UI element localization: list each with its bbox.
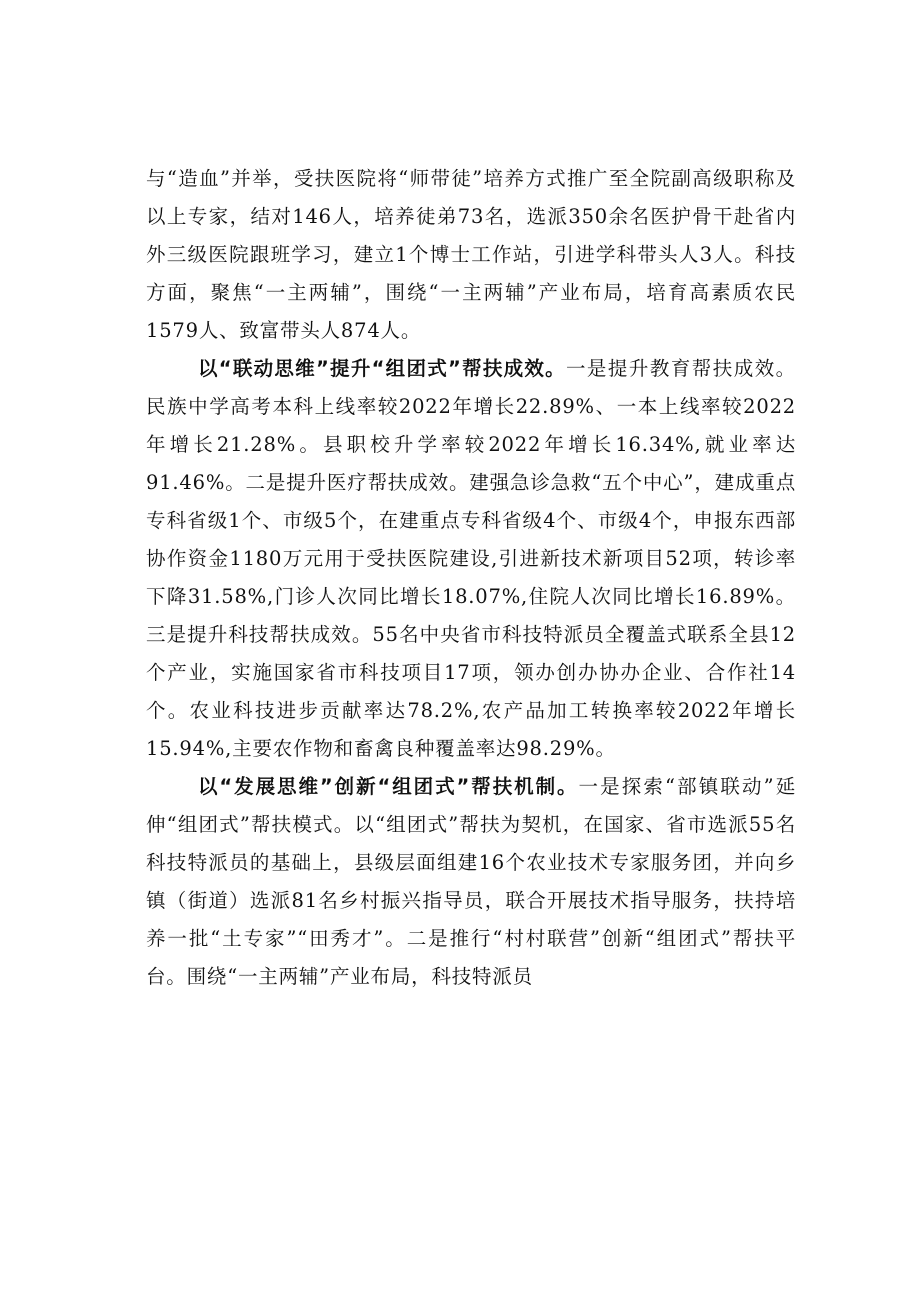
paragraph-3-body: 一是探索“部镇联动”延伸“组团式”帮扶模式。以“组团式”帮扶为契机，在国家、省市选派55名科技特派员的基础上，县级层面组建16个农业技术专家服务团，并向乡镇（街道）选派81名乡村振兴指导员，联合开展技术指导服务，扶持培养一批“土专家”“田秀才”。二是推行“村村联营”创新“组团式”帮扶平台。围绕“一主两辅”产业布局，科技特派员 [146,775,796,988]
document-body [146,160,796,996]
paragraph-3 [146,768,796,996]
paragraph-1-body: 与“造血”并举，受扶医院将“师带徒”培养方式推广至全院副高级职称及以上专家，结对146人，培养徒弟73名，选派350余名医护骨干赴省内外三级医院跟班学习，建立1个博士工作站，引进学科带头人3人。科技方面，聚焦“一主两辅”，围绕“一主两辅”产业布局，培育高素质农民1579人、致富带头人874人。 [146,167,796,342]
paragraph-2-body: 一是提升教育帮扶成效。民族中学高考本科上线率较2022年增长22.89%、一本上线率较2022年增长21.28%。县职校升学率较2022年增长16.34%,就业率达91.46%。二是提升医疗帮扶成效。建强急诊急救“五个中心”，建成重点专科省级1个、市级5个，在建重点专科省级4个、市级4个，申报东西部协作资金1180万元用于受扶医院建设,引进新技术新项目52项，转诊率下降31.58%,门诊人次同比增长18.07%,住院人次同比增长16.89%。三是提升科技帮扶成效。55名中央省市科技特派员全覆盖式联系全县12个产业，实施国家省市科技项目17项，领办创办协办企业、合作社14个。农业科技进步贡献率达78.2%,农产品加工转换率较2022年增长15.94%,主要农作物和畜禽良种覆盖率达98.29%。 [146,357,796,760]
paragraph-3-heading: 以“发展思维”创新“组团式”帮扶机制。 [198,775,579,798]
paragraph-2-heading: 以“联动思维”提升“组团式”帮扶成效。 [198,357,566,380]
paragraph-1 [146,160,796,350]
paragraph-2 [146,350,796,768]
